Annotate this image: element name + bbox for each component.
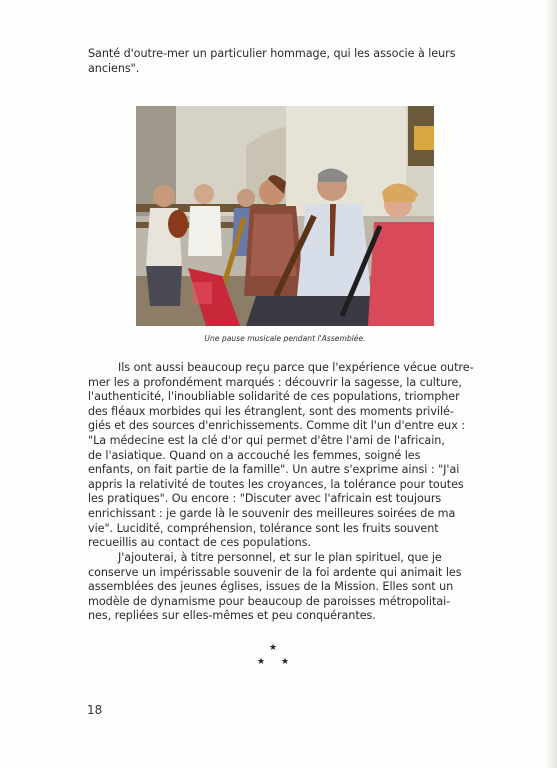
text-line: l'authenticité, l'inoubliable solidarité de ces populations, triompher: [88, 390, 460, 404]
body-paragraph-1: [88, 361, 474, 551]
page-edge-shadow: [545, 0, 557, 768]
text-line: conserve un impérissable souvenir de la foi ardente qui animait les: [88, 565, 462, 579]
musicians-illustration: [136, 106, 434, 326]
text-line: vie". Lucidité, compréhension, tolérance sont les fruits souvent: [88, 521, 439, 535]
text-line: assemblées des jeunes églises, issues de la Mission. Elles sont un: [88, 580, 454, 594]
text-line: mer les a profondément marqués : découvrir la sagesse, la culture,: [88, 375, 462, 389]
text-line: giés et des sources d'enrichissements. Comme dit l'un d'entre eux :: [88, 419, 466, 433]
text-line: Santé d'outre-mer un particulier hommage, qui les associe à leurs: [88, 47, 456, 60]
text-line: J'ajouterai, à titre personnel, et sur le plan spirituel, que je: [118, 551, 442, 564]
musicians-photo: [136, 106, 434, 326]
intro-paragraph: [88, 47, 466, 76]
text-line: modèle de dynamisme pour beaucoup de paroisses métropolitai-: [88, 594, 451, 608]
text-line: de l'asiatique. Quand on a accouché les femmes, soigné les: [88, 448, 421, 462]
text-line: appris la relativité de toutes les croyances, la tolérance pour toutes: [88, 477, 464, 491]
body-paragraph-2: [88, 551, 466, 624]
text-line: "La médecine est la clé d'or qui permet d'être l'ami de l'africain,: [88, 433, 445, 447]
text-line: enrichissant : je garde là le souvenir des meilleures soirées de ma: [88, 506, 456, 520]
text-line: les pratiques". Ou encore : "Discuter avec l'africain est toujours: [88, 492, 442, 506]
text-line: enfants, on fait partie de la famille". Un autre s'exprime ainsi : "J'ai: [88, 463, 460, 477]
star-icon: ★: [269, 643, 278, 653]
page-number: 18: [87, 703, 103, 717]
text-line: des fléaux morbides qui les étranglent, sont des moments privilé-: [88, 404, 454, 418]
text-line: Ils ont aussi beaucoup reçu parce que l'expérience vécue outre-: [118, 361, 474, 374]
text-line: nes, repliées sur elles-mêmes et peu conquérantes.: [88, 609, 376, 623]
star-icon: ★: [257, 657, 266, 667]
text-line: recueillis au contact de ces populations.: [88, 536, 311, 550]
photo-caption: Une pause musicale pendant l'Assemblée.: [204, 334, 366, 343]
star-icon: ★: [281, 657, 290, 667]
section-separator: [255, 643, 295, 673]
text-line: anciens".: [88, 61, 140, 75]
